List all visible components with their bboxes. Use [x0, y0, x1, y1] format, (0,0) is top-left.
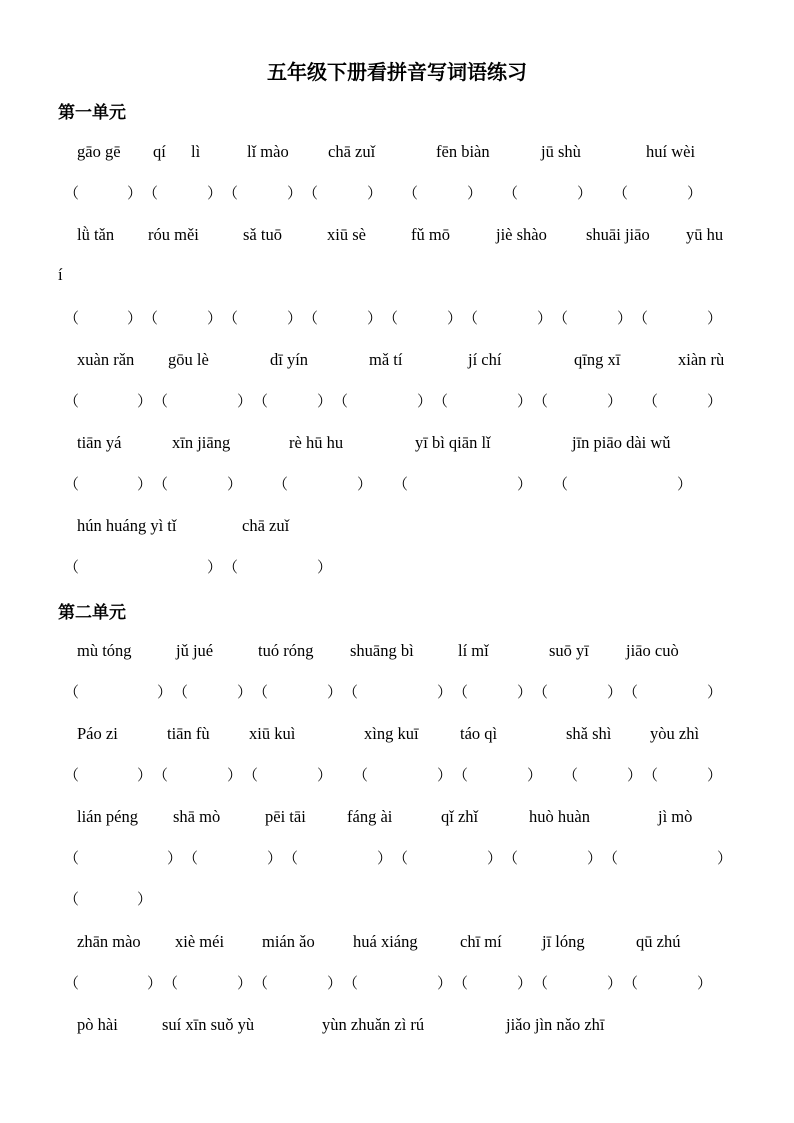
pinyin-word: jí chí	[468, 350, 502, 369]
paren-open: （	[223, 560, 239, 576]
paren-open: （	[553, 477, 569, 493]
paren-close: ）	[707, 311, 723, 327]
pinyin-word: jīn piāo dài wǔ	[572, 433, 671, 452]
pinyin-word: jì mò	[658, 807, 693, 826]
pinyin-word: mián ǎo	[262, 932, 315, 951]
paren-close: ）	[327, 685, 343, 701]
paren-close: ）	[367, 186, 383, 202]
pinyin-word: qǐ zhǐ	[441, 807, 479, 826]
paren-close: ）	[237, 394, 253, 410]
pinyin-word: lí mǐ	[458, 641, 489, 660]
paren-open: （	[64, 560, 80, 576]
paren-close: ）	[677, 477, 693, 493]
paren-open: （	[553, 311, 569, 327]
pinyin-word: shuāng bì	[350, 641, 414, 660]
paren-open: （	[533, 976, 549, 992]
pinyin-word: jǔ jué	[176, 641, 214, 660]
answer-row	[0, 972, 794, 996]
pinyin-row	[0, 350, 794, 374]
paren-close: ）	[207, 186, 223, 202]
pinyin-word: dī yín	[270, 350, 309, 369]
paren-close: ）	[227, 768, 243, 784]
paren-close: ）	[127, 311, 143, 327]
pinyin-word: pò hài	[77, 1015, 118, 1034]
unit-heading-1: 第一单元	[58, 103, 126, 122]
answer-row	[0, 888, 794, 912]
paren-open: （	[64, 394, 80, 410]
pinyin-word: qí	[153, 142, 166, 161]
paren-close: ）	[127, 186, 143, 202]
paren-open: （	[173, 685, 189, 701]
pinyin-word: hún huáng yì tǐ	[77, 516, 177, 535]
paren-open: （	[273, 477, 289, 493]
pinyin-word: lì	[191, 142, 201, 161]
paren-open: （	[403, 186, 419, 202]
pinyin-word: yū hu	[686, 225, 724, 244]
paren-close: ）	[527, 768, 543, 784]
pinyin-word: lián péng	[77, 807, 138, 826]
paren-open: （	[453, 685, 469, 701]
paren-close: ）	[487, 851, 503, 867]
paren-close: ）	[167, 851, 183, 867]
paren-close: ）	[237, 976, 253, 992]
paren-close: ）	[687, 186, 703, 202]
paren-open: （	[353, 768, 369, 784]
paren-close: ）	[537, 311, 553, 327]
pinyin-word: í	[58, 265, 63, 284]
paren-close: ）	[437, 685, 453, 701]
paren-open: （	[503, 851, 519, 867]
pinyin-row-wrap	[0, 265, 794, 289]
unit-heading-2: 第二单元	[58, 603, 126, 622]
pinyin-row	[0, 225, 794, 249]
paren-close: ）	[317, 394, 333, 410]
paren-open: （	[143, 311, 159, 327]
answer-row	[0, 473, 794, 497]
paren-open: （	[623, 685, 639, 701]
pinyin-word: huò huàn	[529, 807, 590, 826]
pinyin-word: gāo gē	[77, 142, 121, 161]
paren-close: ）	[417, 394, 433, 410]
paren-close: ）	[467, 186, 483, 202]
paren-close: ）	[207, 311, 223, 327]
paren-open: （	[64, 477, 80, 493]
pinyin-row	[0, 724, 794, 748]
paren-close: ）	[717, 851, 733, 867]
paren-open: （	[153, 394, 169, 410]
pinyin-word: xiū kuì	[249, 724, 296, 743]
paren-close: ）	[517, 976, 533, 992]
page-title: 五年级下册看拼音写词语练习	[267, 62, 527, 84]
pinyin-word: yùn zhuǎn zì rú	[322, 1015, 425, 1034]
pinyin-row	[0, 807, 794, 831]
pinyin-word: huí wèi	[646, 142, 696, 161]
pinyin-word: fēn biàn	[436, 142, 490, 161]
answer-row	[0, 681, 794, 705]
answer-row	[0, 307, 794, 331]
paren-close: ）	[607, 685, 623, 701]
pinyin-word: xīn jiāng	[172, 433, 231, 452]
pinyin-word: xuàn rǎn	[77, 350, 135, 369]
paren-open: （	[643, 394, 659, 410]
paren-open: （	[463, 311, 479, 327]
paren-open: （	[393, 851, 409, 867]
paren-open: （	[563, 768, 579, 784]
paren-close: ）	[437, 768, 453, 784]
paren-close: ）	[207, 560, 223, 576]
pinyin-word: xiū sè	[327, 225, 366, 244]
pinyin-word: mǎ tí	[369, 350, 403, 369]
pinyin-word: lǐ mào	[247, 142, 289, 161]
paren-open: （	[453, 768, 469, 784]
paren-close: ）	[267, 851, 283, 867]
paren-open: （	[153, 477, 169, 493]
paren-open: （	[64, 851, 80, 867]
pinyin-word: jiāo cuò	[626, 641, 679, 660]
pinyin-word: pēi tāi	[265, 807, 306, 826]
paren-open: （	[613, 186, 629, 202]
paren-close: ）	[377, 851, 393, 867]
paren-open: （	[243, 768, 259, 784]
pinyin-word: xìng kuī	[364, 724, 419, 743]
pinyin-word: lǜ tǎn	[77, 225, 115, 244]
pinyin-word: chī mí	[460, 932, 502, 951]
paren-open: （	[433, 394, 449, 410]
pinyin-word: zhān mào	[77, 932, 141, 951]
paren-close: ）	[317, 768, 333, 784]
pinyin-word: jū shù	[541, 142, 581, 161]
paren-open: （	[343, 685, 359, 701]
pinyin-row	[0, 641, 794, 665]
paren-open: （	[343, 976, 359, 992]
paren-close: ）	[617, 311, 633, 327]
paren-close: ）	[607, 394, 623, 410]
paren-close: ）	[697, 976, 713, 992]
pinyin-word: shuāi jiāo	[586, 225, 650, 244]
pinyin-word: mù tóng	[77, 641, 132, 660]
paren-close: ）	[517, 685, 533, 701]
pinyin-word: tiān yá	[77, 433, 122, 452]
paren-open: （	[303, 311, 319, 327]
pinyin-word: shǎ shì	[566, 724, 612, 743]
paren-open: （	[393, 477, 409, 493]
paren-close: ）	[517, 394, 533, 410]
answer-row	[0, 764, 794, 788]
paren-open: （	[143, 186, 159, 202]
pinyin-word: yòu zhì	[650, 724, 700, 743]
pinyin-word: róu měi	[148, 225, 199, 244]
paren-close: ）	[137, 892, 153, 908]
paren-close: ）	[517, 477, 533, 493]
paren-open: （	[303, 186, 319, 202]
paren-open: （	[64, 768, 80, 784]
paren-close: ）	[137, 768, 153, 784]
paren-open: （	[64, 976, 80, 992]
paren-close: ）	[577, 186, 593, 202]
paren-close: ）	[227, 477, 243, 493]
paren-close: ）	[707, 685, 723, 701]
pinyin-row	[0, 433, 794, 457]
pinyin-word: suō yī	[549, 641, 589, 660]
paren-open: （	[383, 311, 399, 327]
answer-row	[0, 556, 794, 580]
pinyin-word: qīng xī	[574, 350, 621, 369]
paren-open: （	[64, 186, 80, 202]
pinyin-word: yī bì qiān lǐ	[415, 433, 491, 452]
paren-close: ）	[437, 976, 453, 992]
pinyin-word: jī lóng	[542, 932, 585, 951]
pinyin-word: tuó róng	[258, 641, 314, 660]
paren-open: （	[533, 685, 549, 701]
paren-close: ）	[287, 311, 303, 327]
paren-close: ）	[357, 477, 373, 493]
pinyin-word: jiè shào	[496, 225, 547, 244]
paren-close: ）	[367, 311, 383, 327]
paren-close: ）	[237, 685, 253, 701]
pinyin-row	[0, 932, 794, 956]
pinyin-word: sǎ tuō	[243, 225, 282, 244]
pinyin-word: suí xīn suǒ yù	[162, 1015, 255, 1034]
pinyin-word: xiè méi	[175, 932, 225, 951]
paren-open: （	[253, 685, 269, 701]
paren-open: （	[223, 311, 239, 327]
answer-row	[0, 847, 794, 871]
paren-open: （	[64, 892, 80, 908]
pinyin-word: fǔ mō	[411, 225, 450, 244]
pinyin-word: gōu lè	[168, 350, 209, 369]
paren-open: （	[163, 976, 179, 992]
paren-open: （	[643, 768, 659, 784]
pinyin-word: Páo zi	[77, 724, 118, 743]
paren-open: （	[503, 186, 519, 202]
paren-open: （	[333, 394, 349, 410]
pinyin-row	[0, 516, 794, 540]
pinyin-row	[0, 142, 794, 166]
paren-close: ）	[157, 685, 173, 701]
paren-open: （	[283, 851, 299, 867]
paren-open: （	[453, 976, 469, 992]
pinyin-word: huá xiáng	[353, 932, 418, 951]
paren-close: ）	[447, 311, 463, 327]
pinyin-word: chā zuǐ	[242, 516, 290, 535]
pinyin-word: fáng ài	[347, 807, 393, 826]
answer-row	[0, 390, 794, 414]
paren-open: （	[64, 311, 80, 327]
pinyin-word: xiàn rù	[678, 350, 725, 369]
paren-open: （	[64, 685, 80, 701]
paren-close: ）	[327, 976, 343, 992]
paren-close: ）	[137, 394, 153, 410]
pinyin-word: táo qì	[460, 724, 498, 743]
pinyin-word: shā mò	[173, 807, 221, 826]
paren-close: ）	[317, 560, 333, 576]
pinyin-row	[0, 1015, 794, 1039]
paren-open: （	[253, 976, 269, 992]
paren-close: ）	[627, 768, 643, 784]
paren-close: ）	[707, 394, 723, 410]
pinyin-word: rè hū hu	[289, 433, 344, 452]
paren-close: ）	[287, 186, 303, 202]
pinyin-word: jiǎo jìn nǎo zhī	[506, 1015, 605, 1034]
paren-close: ）	[147, 976, 163, 992]
paren-open: （	[183, 851, 199, 867]
paren-open: （	[253, 394, 269, 410]
pinyin-word: tiān fù	[167, 724, 210, 743]
paren-open: （	[623, 976, 639, 992]
paren-open: （	[223, 186, 239, 202]
pinyin-word: qū zhú	[636, 932, 681, 951]
paren-open: （	[153, 768, 169, 784]
paren-close: ）	[607, 976, 623, 992]
paren-open: （	[603, 851, 619, 867]
pinyin-word: chā zuǐ	[328, 142, 376, 161]
paren-open: （	[633, 311, 649, 327]
paren-close: ）	[707, 768, 723, 784]
answer-row	[0, 182, 794, 206]
paren-close: ）	[587, 851, 603, 867]
paren-open: （	[533, 394, 549, 410]
paren-close: ）	[137, 477, 153, 493]
